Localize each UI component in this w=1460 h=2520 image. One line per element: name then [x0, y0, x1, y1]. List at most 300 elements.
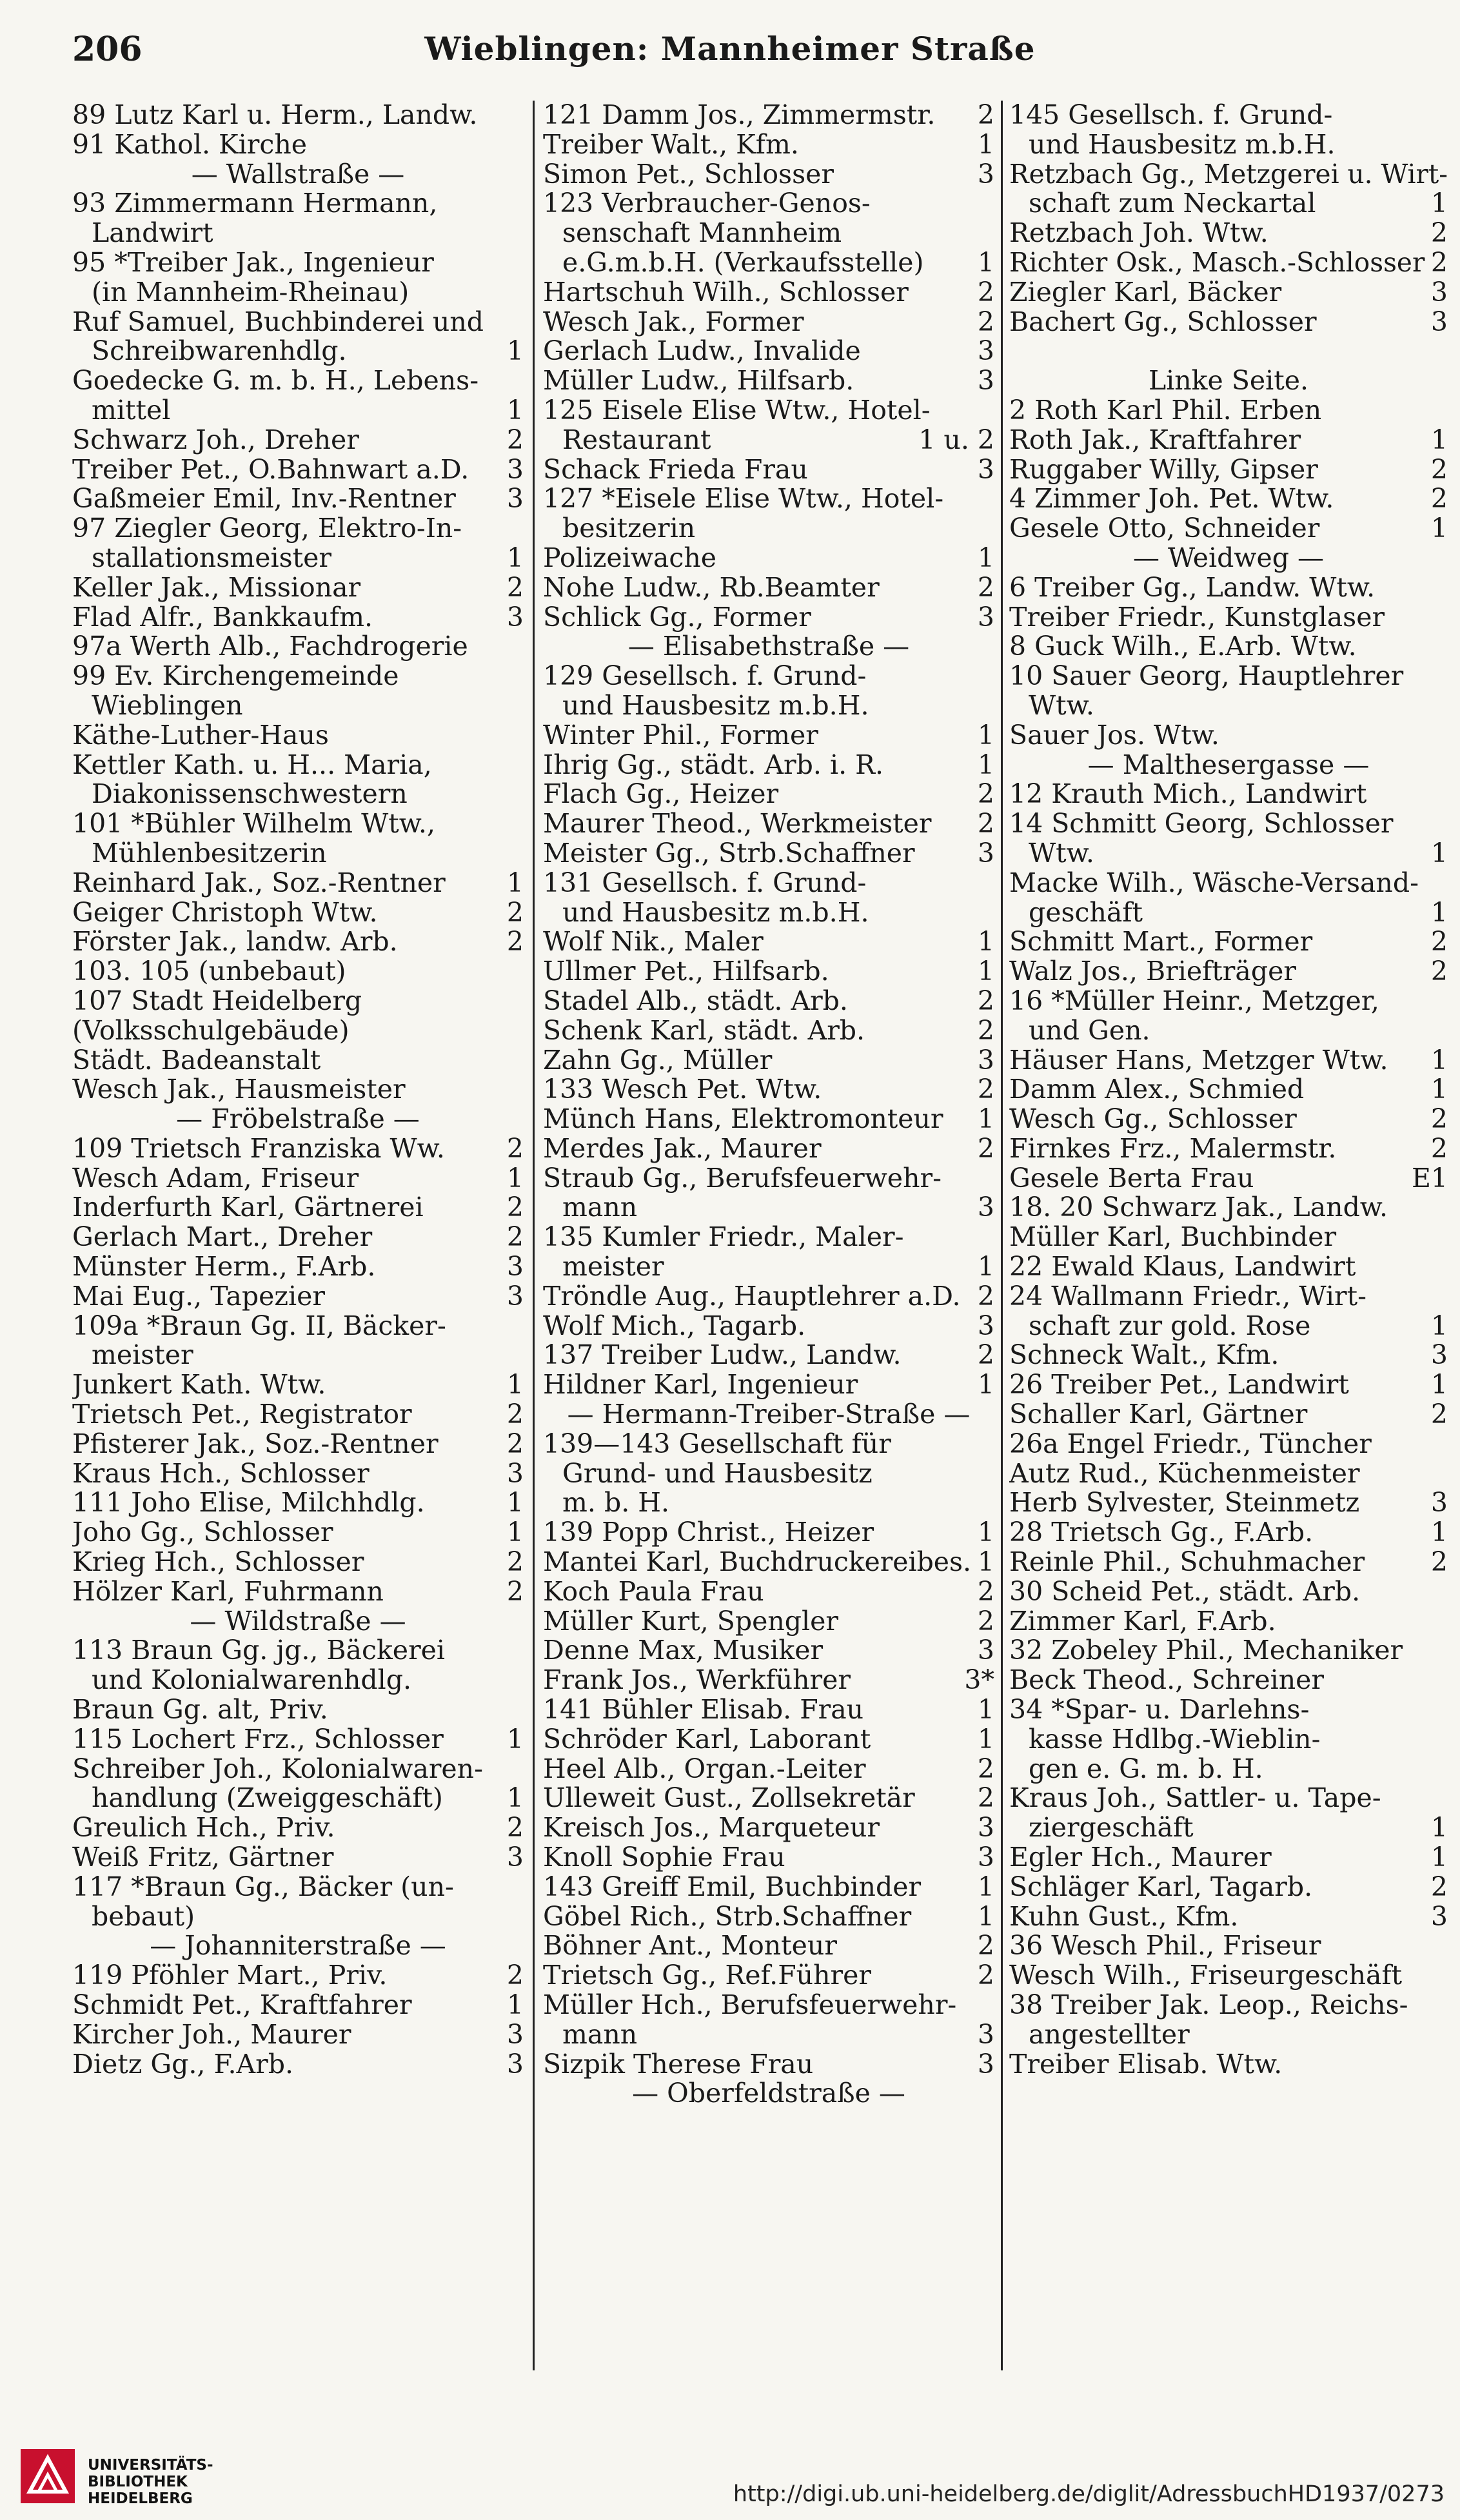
directory-entry-line [1009, 160, 1448, 190]
floor-number: 1 [1430, 1310, 1448, 1341]
entry-text: Trietsch Pet., Registrator [72, 1399, 412, 1430]
directory-entry-line [1009, 1193, 1448, 1223]
floor-number: 2 [977, 1575, 994, 1607]
entry-text: Münster Herm., F.Arb. [72, 1251, 376, 1283]
entry-text: kasse Hdlbg.-Wieblin- [1029, 1723, 1321, 1755]
directory-entry-line [1009, 1488, 1448, 1518]
floor-number: 2 [977, 101, 994, 130]
floor-number: 1 [506, 335, 524, 367]
floor-number: 1 [506, 1989, 524, 2020]
directory-entry-line [1009, 426, 1448, 455]
entry-text: Trietsch Gg., Ref.Führer [543, 1960, 871, 1991]
entry-text: (Volksschulgebäude) [72, 1014, 350, 1046]
directory-entry-line [1009, 248, 1448, 278]
entry-text: — Wildstraße — [190, 1605, 406, 1637]
entry-text: Ullmer Pet., Hilfsarb. [543, 956, 829, 987]
floor-number: 1 [1430, 1074, 1448, 1105]
entry-text: mittel [92, 394, 171, 426]
floor-number: 2 [977, 276, 994, 308]
directory-entry-line [543, 2050, 994, 2080]
entry-text: 28 Trietsch Gg., F.Arb. [1009, 1517, 1314, 1548]
directory-entry-line [1009, 869, 1448, 898]
floor-number: 2 [1430, 453, 1448, 485]
directory-entry-line [1009, 1725, 1448, 1755]
directory-entry-line [1009, 1784, 1448, 1813]
column-divider [1001, 101, 1003, 2370]
directory-entry-line [543, 603, 994, 633]
floor-number: E1 [1411, 1162, 1448, 1194]
floor-number: 1 u. 2 [918, 424, 994, 455]
floor-number: 2 [977, 1753, 994, 1784]
directory-entry-line [1009, 632, 1448, 662]
directory-entry-line [543, 544, 994, 573]
entry-text: 127 *Eisele Elise Wtw., Hotel- [543, 483, 944, 515]
floor-number: 1 [1430, 1369, 1448, 1401]
entry-text: 12 Krauth Mich., Landwirt [1009, 778, 1367, 810]
entry-text: Meister Gg., Strb.Schaffner [543, 837, 915, 869]
floor-number: 3 [506, 2048, 524, 2080]
directory-entry-line [72, 1843, 524, 1873]
entry-text: Gerlach Mart., Dreher [72, 1221, 373, 1253]
directory-entry-line [72, 1193, 524, 1223]
floor-number: 1 [977, 128, 994, 160]
entry-text: 93 Zimmermann Hermann, [72, 188, 438, 219]
floor-number: 3 [977, 158, 994, 190]
directory-entry-line [543, 1607, 994, 1637]
entry-text: Bachert Gg., Schlosser [1009, 306, 1317, 337]
floor-number: 3 [506, 2018, 524, 2050]
entry-text: Linke Seite. [1148, 365, 1309, 397]
directory-entry-line [72, 1873, 524, 1902]
directory-entry-line [543, 751, 994, 780]
floor-number: 1 [977, 749, 994, 780]
directory-entry-line [543, 278, 994, 308]
floor-number: 3 [506, 1280, 524, 1312]
directory-entry-line [543, 1695, 994, 1725]
directory-entry-line [543, 780, 994, 809]
entry-text: e.G.m.b.H. (Verkaufsstelle) [562, 246, 924, 278]
entry-text: Beck Theod., Schreiner [1009, 1664, 1324, 1696]
entry-text: Schaller Karl, Gärtner [1009, 1399, 1308, 1430]
directory-entry-line [543, 1370, 994, 1400]
directory-entry-line [543, 248, 994, 278]
floor-number: 2 [506, 1399, 524, 1430]
directory-entry-line [72, 1577, 524, 1607]
directory-entry-line [72, 662, 524, 691]
entry-text: Dietz Gg., F.Arb. [72, 2048, 294, 2080]
directory-entry-line [72, 1902, 524, 1932]
entry-text: Zahn Gg., Müller [543, 1044, 773, 1076]
directory-entry-line [543, 101, 994, 130]
university-library-logo-icon [17, 2445, 79, 2507]
floor-number: 2 [977, 1280, 994, 1312]
entry-text: Roth Jak., Kraftfahrer [1009, 424, 1301, 455]
entry-text: 129 Gesellsch. f. Grund- [543, 660, 867, 692]
entry-text: Kircher Joh., Maurer [72, 2018, 351, 2050]
directory-entry-line [1009, 662, 1448, 691]
directory-entry-line [543, 189, 994, 219]
entry-text: Firnkes Frz., Malermstr. [1009, 1132, 1337, 1164]
directory-entry-line [1009, 455, 1448, 485]
entry-text: Kraus Hch., Schlosser [72, 1457, 370, 1489]
entry-text: 117 *Braun Gg., Bäcker (un- [72, 1871, 454, 1902]
entry-text: Kettler Kath. u. H... Maria, [72, 749, 432, 780]
directory-entry-line [1009, 1312, 1448, 1341]
floor-number: 2 [977, 1014, 994, 1046]
directory-entry-line [72, 927, 524, 957]
entry-text: 24 Wallmann Friedr., Wirt- [1009, 1280, 1366, 1312]
entry-text: 101 *Bühler Wilhelm Wtw., [72, 808, 435, 840]
floor-number: 1 [977, 1546, 994, 1578]
directory-entry-line [543, 1784, 994, 1813]
entry-text: Wesch Jak., Hausmeister [72, 1074, 406, 1105]
directory-entry-line [1009, 1873, 1448, 1902]
directory-entry-line [72, 1341, 524, 1370]
entry-text: Göbel Rich., Strb.Schaffner [543, 1900, 912, 1932]
directory-entry-line [72, 839, 524, 869]
entry-text: schaft zum Neckartal [1029, 188, 1316, 219]
entry-text: Geiger Christoph Wtw. [72, 896, 378, 928]
section-heading [72, 1607, 524, 1637]
entry-text: Egler Hch., Maurer [1009, 1842, 1272, 1873]
entry-text: Wesch Adam, Friseur [72, 1162, 359, 1194]
directory-entry-line [543, 987, 994, 1016]
directory-entry-line [543, 308, 994, 337]
entry-text: Tröndle Aug., Hauptlehrer a.D. [543, 1280, 961, 1312]
entry-text: Schenk Karl, städt. Arb. [543, 1014, 865, 1046]
directory-entry-line [1009, 1075, 1448, 1105]
entry-text: 34 *Spar- u. Darlehns- [1009, 1694, 1310, 1726]
entry-text: 113 Braun Gg. jg., Bäckerei [72, 1635, 446, 1666]
entry-text: 103. 105 (unbebaut) [72, 956, 346, 987]
entry-text: 91 Kathol. Kirche [72, 128, 307, 160]
directory-entry-line [72, 809, 524, 839]
directory-entry-line [1009, 1961, 1448, 1991]
directory-entry-line [1009, 396, 1448, 426]
directory-entry-line [543, 1016, 994, 1046]
entry-text: Treiber Walt., Kfm. [543, 128, 799, 160]
entry-text: Ulleweit Gust., Zollsekretär [543, 1782, 915, 1814]
directory-entry-line [72, 780, 524, 809]
floor-number: 3 [977, 1812, 994, 1844]
entry-text: 8 Guck Wilh., E.Arb. Wtw. [1009, 631, 1357, 662]
directory-entry-line [72, 278, 524, 308]
floor-number: 2 [1430, 1871, 1448, 1902]
section-heading [1009, 544, 1448, 573]
entry-text: 10 Sauer Georg, Hauptlehrer [1009, 660, 1404, 692]
column-divider [533, 101, 535, 2370]
directory-entry-line [543, 219, 994, 248]
directory-entry-line [72, 869, 524, 898]
source-url-link[interactable]: http://digi.ub.uni-heidelberg.de/diglit/AdressbuchHD1937/0273 [733, 2481, 1445, 2507]
entry-text: angestellter [1029, 2018, 1190, 2050]
directory-entry-line [543, 1046, 994, 1076]
directory-entry-line [72, 1666, 524, 1695]
floor-number: 2 [977, 1339, 994, 1371]
entry-text: Müller Karl, Buchbinder [1009, 1221, 1337, 1253]
entry-text: Hartschuh Wilh., Schlosser [543, 276, 909, 308]
entry-text: 95 *Treiber Jak., Ingenieur [72, 246, 434, 278]
floor-number: 2 [1430, 1103, 1448, 1135]
entry-text: Kraus Joh., Sattler- u. Tape- [1009, 1782, 1381, 1814]
floor-number: 1 [1430, 1044, 1448, 1076]
directory-entry-line [1009, 189, 1448, 219]
entry-text: Restaurant [562, 424, 711, 455]
page-header [0, 0, 1460, 77]
floor-number: 3 [977, 1635, 994, 1666]
directory-entry-line [1009, 1134, 1448, 1164]
directory-column-right [1009, 101, 1448, 2287]
directory-entry-line [543, 426, 994, 455]
floor-number: 1 [977, 1251, 994, 1283]
entry-text: 30 Scheid Pet., städt. Arb. [1009, 1575, 1361, 1607]
floor-number: 3 [977, 1044, 994, 1076]
directory-entry-line [1009, 839, 1448, 869]
entry-text: und Kolonialwarenhdlg. [92, 1664, 412, 1696]
floor-number: 2 [977, 1960, 994, 1991]
directory-entry-line [1009, 219, 1448, 248]
directory-entry-line [72, 1164, 524, 1194]
directory-entry-line [543, 1341, 994, 1370]
directory-entry-line [1009, 101, 1448, 130]
directory-entry-line [543, 396, 994, 426]
entry-text: Schlick Gg., Former [543, 601, 811, 633]
directory-entry-line [1009, 927, 1448, 957]
entry-text: Landwirt [92, 217, 213, 249]
entry-text: und Hausbesitz m.b.H. [1029, 128, 1336, 160]
directory-entry-line [1009, 1223, 1448, 1252]
floor-number: 3 [977, 837, 994, 869]
directory-entry-line [1009, 1282, 1448, 1312]
entry-text: Kuhn Gust., Kfm. [1009, 1900, 1239, 1932]
directory-entry-line [543, 809, 994, 839]
directory-column-middle [543, 101, 994, 2287]
entry-text: Häuser Hans, Metzger Wtw. [1009, 1044, 1388, 1076]
entry-text: — Johanniterstraße — [150, 1930, 446, 1962]
floor-number: 2 [506, 1960, 524, 1991]
directory-entry-line [72, 1016, 524, 1046]
floor-number: 1 [977, 956, 994, 987]
floor-number: 2 [977, 1605, 994, 1637]
floor-number: 1 [1430, 1517, 1448, 1548]
floor-number: 3 [977, 601, 994, 633]
directory-entry-line [1009, 1931, 1448, 1961]
entry-text: Knoll Sophie Frau [543, 1842, 785, 1873]
directory-entry-line [72, 573, 524, 603]
floor-number: 3* [964, 1664, 994, 1696]
entry-text: — Hermann-Treiber-Straße — [567, 1399, 971, 1430]
library-name [88, 2457, 213, 2507]
directory-entry-line [1009, 2020, 1448, 2050]
floor-number: 2 [977, 1782, 994, 1814]
directory-entry-line [543, 337, 994, 366]
directory-entry-line [72, 2050, 524, 2080]
floor-number: 2 [977, 778, 994, 810]
floor-number: 3 [977, 2048, 994, 2080]
directory-entry-line [72, 544, 524, 573]
entry-text: Herb Sylvester, Steinmetz [1009, 1487, 1360, 1519]
directory-entry-line [72, 1813, 524, 1843]
section-heading [72, 1931, 524, 1961]
directory-entry-line [1009, 809, 1448, 839]
entry-text: 4 Zimmer Joh. Pet. Wtw. [1009, 483, 1334, 515]
directory-entry-line [543, 1636, 994, 1666]
entry-text: Damm Alex., Schmied [1009, 1074, 1305, 1105]
directory-entry-line [1009, 1991, 1448, 2020]
entry-text: Diakonissenschwestern [92, 778, 408, 810]
entry-text: 38 Treiber Jak. Leop., Reichs- [1009, 1989, 1408, 2020]
directory-entry-line [543, 662, 994, 691]
floor-number: 1 [506, 1162, 524, 1194]
floor-number: 1 [977, 1369, 994, 1401]
directory-entry-line [543, 1577, 994, 1607]
library-name-line: BIBLIOTHEK [88, 2474, 188, 2490]
entry-text: Macke Wilh., Wäsche-Versand- [1009, 867, 1419, 898]
directory-entry-line [543, 2020, 994, 2050]
directory-entry-line [72, 337, 524, 366]
floor-number: 3 [506, 453, 524, 485]
entry-text: Wolf Nik., Maler [543, 926, 764, 958]
floor-number: 3 [1430, 1339, 1448, 1371]
directory-entry-line [72, 189, 524, 219]
floor-number: 3 [977, 453, 994, 485]
directory-entry-line [543, 1164, 994, 1194]
directory-entry-line [72, 308, 524, 337]
entry-text: — Fröbelstraße — [176, 1103, 420, 1135]
floor-number: 2 [506, 1428, 524, 1459]
entry-text: 141 Bühler Elisab. Frau [543, 1694, 864, 1726]
directory-entry-line [72, 1961, 524, 1991]
directory-entry-line [543, 484, 994, 514]
entry-text: 16 *Müller Heinr., Metzger, [1009, 985, 1379, 1016]
entry-text: Sauer Jos. Wtw. [1009, 719, 1219, 751]
entry-text: stallationsmeister [92, 542, 331, 573]
floor-number: 2 [1430, 926, 1448, 958]
entry-text: Greulich Hch., Priv. [72, 1812, 335, 1844]
directory-entry-line [543, 927, 994, 957]
entry-text: 115 Lochert Frz., Schlosser [72, 1723, 444, 1755]
directory-entry-line [1009, 1459, 1448, 1489]
directory-entry-line [72, 1548, 524, 1577]
entry-text: 123 Verbraucher-Genos- [543, 188, 871, 219]
entry-text: 22 Ewald Klaus, Landwirt [1009, 1251, 1356, 1283]
directory-entry-line [72, 751, 524, 780]
directory-entry-line [72, 1282, 524, 1312]
entry-text: Simon Pet., Schlosser [543, 158, 834, 190]
entry-text: 26 Treiber Pet., Landwirt [1009, 1369, 1349, 1401]
directory-entry-line [543, 1931, 994, 1961]
entry-text: Münch Hans, Elektromonteur [543, 1103, 943, 1135]
directory-entry-line [543, 721, 994, 751]
directory-entry-line [1009, 1755, 1448, 1784]
entry-text: 145 Gesellsch. f. Grund- [1009, 101, 1333, 130]
entry-text: 89 Lutz Karl u. Herm., Landw. [72, 101, 478, 130]
entry-text: Schmitt Mart., Former [1009, 926, 1313, 958]
entry-text: Schwarz Joh., Dreher [72, 424, 359, 455]
directory-entry-line [1009, 721, 1448, 751]
directory-entry-line [72, 2020, 524, 2050]
entry-text: Wtw. [1029, 689, 1094, 721]
entry-text: (in Mannheim-Rheinau) [92, 276, 409, 308]
floor-number: 1 [506, 542, 524, 573]
directory-entry-line [1009, 1813, 1448, 1843]
entry-text: Gaßmeier Emil, Inv.-Rentner [72, 483, 456, 515]
entry-text: Retzbach Gg., Metzgerei u. Wirt- [1009, 158, 1448, 190]
library-name-line: UNIVERSITÄTS- [88, 2457, 213, 2474]
directory-entry-line [72, 721, 524, 751]
directory-entry-line [543, 839, 994, 869]
floor-number: 1 [977, 1103, 994, 1135]
floor-number: 3 [1430, 276, 1448, 308]
directory-entry-line [543, 573, 994, 603]
directory-column-left [72, 101, 524, 2287]
entry-text: 6 Treiber Gg., Landw. Wtw. [1009, 571, 1376, 603]
floor-number: 3 [977, 365, 994, 397]
directory-entry-line [543, 1991, 994, 2020]
directory-entry-line [72, 1312, 524, 1341]
entry-text: Autz Rud., Küchenmeister [1009, 1457, 1360, 1489]
directory-entry-line [1009, 1636, 1448, 1666]
library-name-line: HEIDELBERG [88, 2490, 193, 2507]
entry-text: gen e. G. m. b. H. [1029, 1753, 1263, 1784]
entry-text: 137 Treiber Ludw., Landw. [543, 1339, 902, 1371]
section-heading [543, 632, 994, 662]
directory-entry-line [72, 1518, 524, 1548]
directory-entry-line [1009, 2050, 1448, 2080]
entry-text: Weiß Fritz, Gärtner [72, 1842, 334, 1873]
entry-text: handlung (Zweiggeschäft) [92, 1782, 443, 1814]
entry-text: Gesele Berta Frau [1009, 1162, 1254, 1194]
entry-text: Mantei Karl, Buchdruckereibes. [543, 1546, 972, 1578]
floor-number: 1 [977, 542, 994, 573]
directory-entry-line [543, 1548, 994, 1577]
floor-number: 1 [977, 1694, 994, 1726]
entry-text: Pfisterer Jak., Soz.-Rentner [72, 1428, 439, 1459]
entry-text: Gesele Otto, Schneider [1009, 513, 1320, 544]
floor-number: 2 [1430, 956, 1448, 987]
floor-number: 2 [506, 1132, 524, 1164]
directory-entry-line [543, 130, 994, 160]
entry-text: 121 Damm Jos., Zimmermstr. [543, 101, 936, 130]
entry-text: Schack Frieda Frau [543, 453, 808, 485]
section-heading [543, 2079, 994, 2109]
directory-entry-line [543, 1105, 994, 1134]
entry-text: 133 Wesch Pet. Wtw. [543, 1074, 822, 1105]
entry-text: meister [92, 1339, 193, 1371]
floor-number: 1 [506, 1723, 524, 1755]
directory-entry-line [72, 101, 524, 130]
entry-text: Flach Gg., Heizer [543, 778, 779, 810]
floor-number: 1 [977, 719, 994, 751]
directory-entry-line [1009, 603, 1448, 633]
entry-text: Böhner Ant., Monteur [543, 1930, 837, 1962]
directory-entry-line [1009, 1666, 1448, 1695]
directory-entry-line [72, 1784, 524, 1813]
directory-entry-line [1009, 130, 1448, 160]
entry-text: Retzbach Joh. Wtw. [1009, 217, 1268, 249]
directory-entry-line [543, 514, 994, 544]
floor-number: 2 [977, 985, 994, 1016]
directory-entry-line [543, 160, 994, 190]
entry-text: Wtw. [1029, 837, 1094, 869]
entry-text: 99 Ev. Kirchengemeinde [72, 660, 399, 692]
entry-text: Richter Osk., Masch.-Schlosser [1009, 246, 1425, 278]
entry-text: besitzerin [562, 513, 696, 544]
entry-text: Heel Alb., Organ.-Leiter [543, 1753, 866, 1784]
floor-number: 2 [1430, 1132, 1448, 1164]
directory-entry-line [72, 987, 524, 1016]
floor-number: 2 [977, 1132, 994, 1164]
